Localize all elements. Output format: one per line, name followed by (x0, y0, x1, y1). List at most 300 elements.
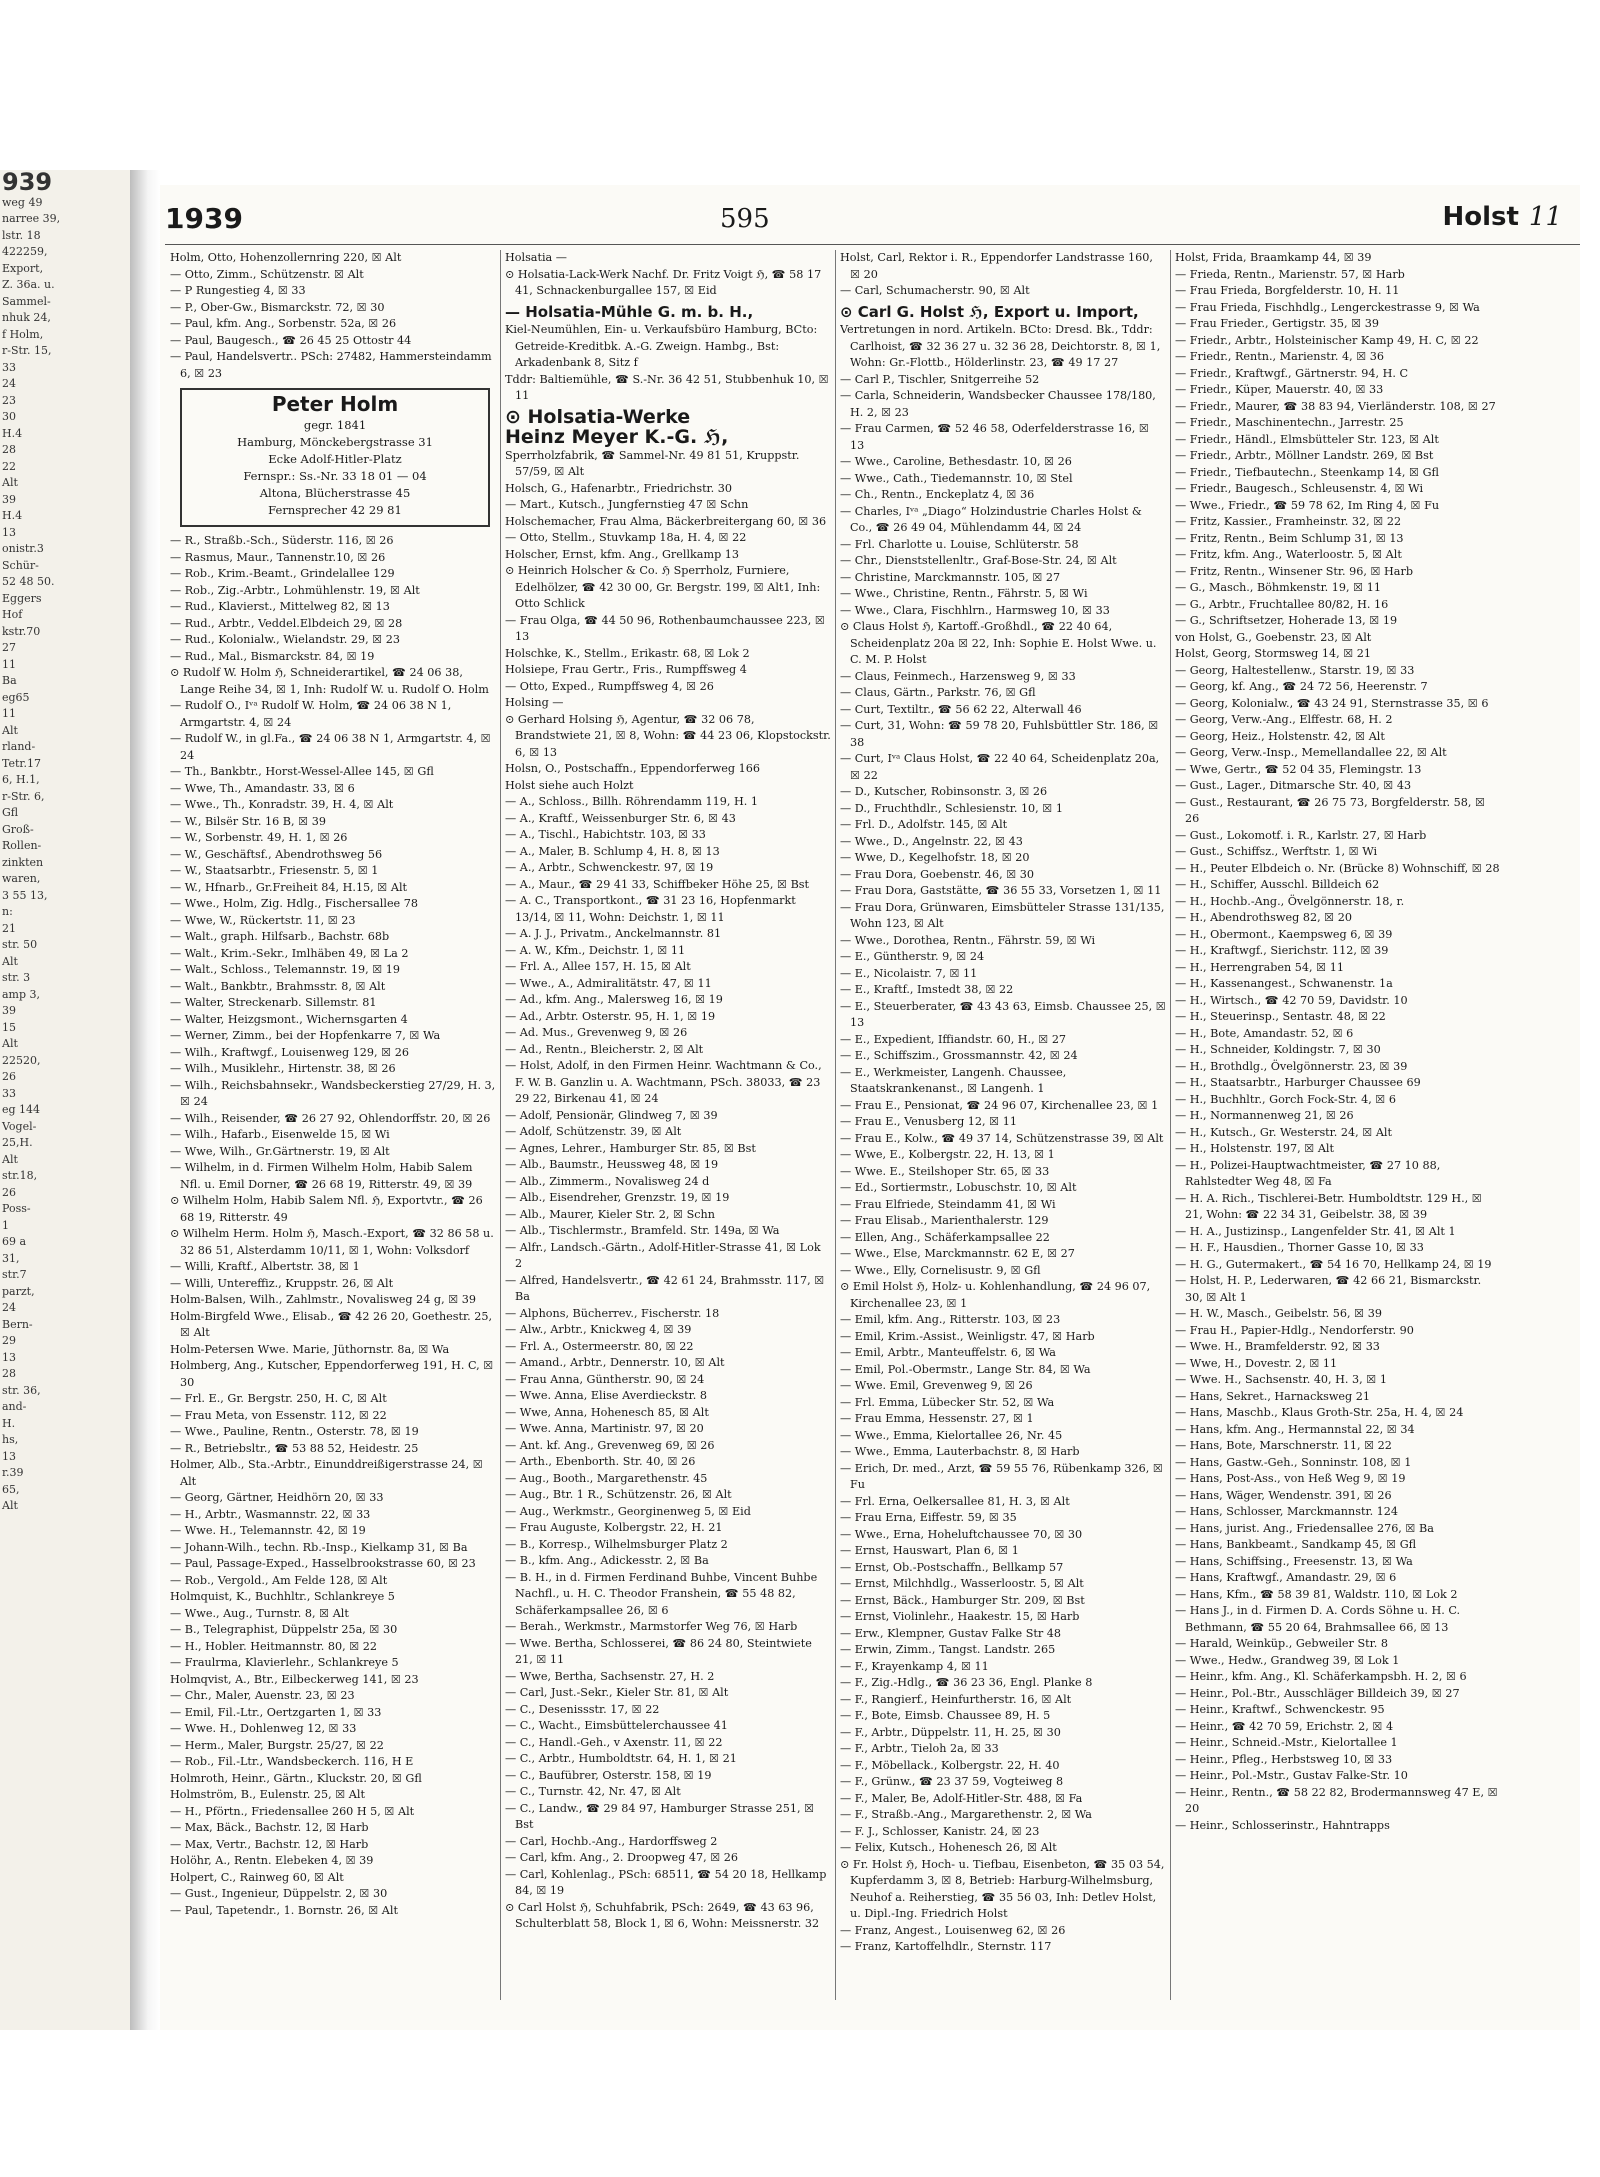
directory-entry: — Wilh., Hafarb., Eisenwelde 15, ☒ Wi (170, 1128, 390, 1141)
edge-text-line: Schür- (2, 558, 39, 572)
directory-entry: — Gust., Lokomotf. i. R., Karlstr. 27, ☒ Harb (1175, 828, 1427, 842)
edge-text-line: 21 (2, 921, 16, 935)
directory-entry: ⊙ Holsatia-Lack-Werk Nachf. Dr. Fritz Voigt ℌ, ☎ 58 17 41, Schnackenburgallee 157, ☒ Eid (505, 267, 822, 297)
column-2-top-entries (505, 250, 831, 300)
ad-lines (186, 417, 484, 519)
directory-entry: — R., Betriebsltr., ☎ 53 88 52, Heidestr. 25 (170, 1441, 419, 1455)
directory-entry: — Johann-Wilh., techn. Rb.-Insp., Kielkamp 31, ☒ Ba (170, 1540, 468, 1554)
directory-entry: — E., Güntherstr. 9, ☒ 24 (840, 950, 985, 963)
directory-entry: — Rasmus, Maur., Tannenstr.10, ☒ 26 (170, 550, 386, 564)
directory-entry: — Friedr., Tiefbautechn., Steenkamp 14, ☒ Gfl (1175, 465, 1440, 479)
directory-entry: — P., Ober-Gw., Bismarckstr. 72, ☒ 30 (170, 300, 385, 314)
edge-text-line: amp 3, (2, 987, 41, 1001)
directory-entry: Holsiepe, Frau Gertr., Fris., Rumpffsweg 4 (505, 663, 747, 676)
edge-text-line: r-Str. 15, (2, 344, 52, 357)
directory-entry: — A., Tischl., Habichtstr. 103, ☒ 33 (505, 828, 706, 841)
directory-entry: Holm-Birgfeld Wwe., Elisab., ☎ 42 26 20, Goethestr. 25, ☒ Alt (170, 1309, 493, 1339)
directory-entry: — Holst, Adolf, in den Firmen Heinr. Wachtmann & Co., F. W. B. Ganzlin u. A. Wachtmann, PSch. 38033, ☎ 23 29 22, Birkenau 41, ☒ 24 (505, 1059, 822, 1105)
directory-entry: — Th., Bankbtr., Horst-Wessel-Allee 145, ☒ Gfl (170, 765, 434, 778)
edge-text-line: 13 (2, 525, 16, 539)
directory-entry: — Wwe. H., Dohlenweg 12, ☒ 33 (170, 1722, 357, 1735)
directory-entry: — W., Staatsarbtr., Friesenstr. 5, ☒ 1 (170, 864, 379, 877)
directory-entry: — Harald, Weinküp., Gebweiler Str. 8 (1175, 1637, 1388, 1650)
directory-entry: — Max, Bäck., Bachstr. 12, ☒ Harb (170, 1821, 369, 1834)
edge-text-line: hs, (2, 1433, 19, 1446)
directory-entry: — Amand., Arbtr., Dennerstr. 10, ☒ Alt (505, 1356, 725, 1369)
directory-entry: — Wwe., Dorothea, Rentn., Fährstr. 59, ☒ Wi (840, 933, 1096, 947)
directory-entry: — Wwe. Anna, Martinistr. 97, ☒ 20 (505, 1422, 704, 1435)
directory-entry: — Rud., Mal., Bismarckstr. 84, ☒ 19 (170, 649, 375, 663)
directory-entry: — B., Telegraphist, Düppelstr 25a, ☒ 30 (170, 1623, 398, 1636)
edge-text-line: H.4 (2, 426, 23, 440)
directory-entry: — Wilh., Musiklehr., Hirtenstr. 38, ☒ 26 (170, 1062, 396, 1075)
edge-text-line: 11 (2, 707, 16, 720)
directory-entry: ⊙ Heinrich Holscher & Co. ℌ Sperrholz, Furniere, Edelhölzer, ☎ 42 30 00, Gr. Bergstr. 199, ☒ Alt1, Inh: Otto Schlick (505, 564, 821, 610)
edge-text-line: Poss- (2, 1202, 31, 1215)
directory-entry: — Wwe., Caroline, Bethesdastr. 10, ☒ 26 (840, 455, 1072, 468)
directory-entry: Holm-Petersen Wwe. Marie, Jüthornstr. 8a, ☒ Wa (170, 1342, 450, 1356)
edge-text-line: 31, (2, 1251, 20, 1265)
edge-text-line: 33 (2, 1086, 16, 1100)
directory-entry: ⊙ Wilhelm Herm. Holm ℌ, Masch.-Export, ☎ 32 86 58 u. 32 86 51, Alsterdamm 10/11, ☒ 1, Wohn: Volksdorf (170, 1227, 494, 1257)
directory-entry: Holmroth, Heinr., Gärtn., Kluckstr. 20, ☒ Gfl (170, 1771, 422, 1785)
directory-entry: — Aug., Werkmstr., Georginenweg 5, ☒ Eid (505, 1504, 751, 1518)
directory-entry: — H., Brothdlg., Övelgönnerstr. 23, ☒ 39 (1175, 1059, 1408, 1073)
directory-entry: — F., Arbtr., Tieloh 2a, ☒ 33 (840, 1742, 999, 1755)
directory-entry: — H. G., Gutermakert., ☎ 54 16 70, Hellkamp 24, ☒ 19 (1175, 1257, 1492, 1271)
directory-entry: — H., Normannenweg 21, ☒ 26 (1175, 1109, 1354, 1122)
edge-text-line: r.39 (2, 1466, 24, 1479)
column-1-top-entries (170, 250, 496, 382)
edge-text-line: 28 (2, 1367, 16, 1380)
directory-entry: — H., Kraftwgf., Sierichstr. 112, ☒ 39 (1175, 944, 1389, 957)
edge-text-line: 422259, (2, 245, 48, 258)
edge-text-line: zinkten (2, 855, 44, 869)
directory-entry: — Fritz, Rentn., Beim Schlump 31, ☒ 13 (1175, 531, 1404, 545)
column-rule (500, 250, 501, 2000)
directory-entry: — E., Steuerberater, ☎ 43 43 63, Eimsb. Chaussee 25, ☒ 13 (840, 999, 1166, 1029)
directory-entry: — Claus, Feinmech., Harzensweg 9, ☒ 33 (840, 669, 1076, 683)
edge-text-line: str.18, (2, 1169, 38, 1182)
directory-entry: — Friedr., Baugesch., Schleusenstr. 4, ☒ Wi (1175, 482, 1424, 495)
directory-entry: — H., Hobler. Heitmannstr. 80, ☒ 22 (170, 1639, 378, 1653)
directory-entry: — Rud., Klavierst., Mittelweg 82, ☒ 13 (170, 600, 390, 613)
directory-entry: — Chr., Maler, Auenstr. 23, ☒ 23 (170, 1689, 355, 1702)
directory-entry: Holöhr, A., Rentn. Elebeken 4, ☒ 39 (170, 1854, 374, 1867)
edge-text-line: kstr.70 (2, 624, 41, 638)
directory-entry: ⊙ Wilhelm Holm, Habib Salem Nfl. ℌ, Exportvtr., ☎ 26 68 19, Ritterstr. 49 (170, 1194, 483, 1224)
edge-text-line: eg 144 (2, 1103, 41, 1116)
directory-entry: — Rudolf W., in gl.Fa., ☎ 24 06 38 N 1, Armgartstr. 4, ☒ 24 (170, 732, 491, 762)
directory-entry: — H., Kutsch., Gr. Westerstr. 24, ☒ Alt (1175, 1125, 1392, 1139)
left-page-text (0, 170, 130, 1515)
ad-line: Fernsprecher 42 29 81 (268, 503, 402, 517)
directory-entry: — H., Bote, Amandastr. 52, ☒ 6 (1175, 1026, 1354, 1040)
directory-entry: — Carl, Hochb.-Ang., Hardorffsweg 2 (505, 1834, 718, 1848)
directory-entry: — Wwe, Gertr., ☎ 52 04 35, Flemingstr. 13 (1175, 762, 1422, 776)
directory-entry: — Otto, Exped., Rumpffsweg 4, ☒ 26 (505, 679, 714, 693)
edge-text-line: f Holm, (2, 327, 44, 341)
edge-text-line: 11 (2, 657, 16, 671)
directory-entry: — Frau Meta, von Essenstr. 112, ☒ 22 (170, 1408, 387, 1422)
directory-entry: — E., Schiffszim., Grossmannstr. 42, ☒ 24 (840, 1049, 1078, 1062)
directory-entry: — Hans, Kfm., ☎ 58 39 81, Waldstr. 110, ☒ Lok 2 (1175, 1587, 1458, 1601)
ad-line: Ecke Adolf-Hitler-Platz (268, 452, 402, 466)
directory-entry: — Wwe. Emil, Grevenweg 9, ☒ 26 (840, 1379, 1033, 1392)
directory-entry: — Emil, Krim.-Assist., Weinligstr. 47, ☒ Harb (840, 1329, 1095, 1343)
firm-detail-line: Tddr: Baltiemühle, ☎ S.-Nr. 36 42 51, Stubbenhuk 10, ☒ 11 (505, 372, 829, 402)
directory-entry: — Rob., Fil.-Ltr., Wandsbeckerch. 116, H E (170, 1755, 414, 1768)
edge-text-line: rland- (2, 740, 36, 753)
directory-entry: Holmquist, K., Buchhltr., Schlankreye 5 (170, 1590, 395, 1603)
directory-entry: — Heinr., Schneid.-Mstr., Kielortallee 1 (1175, 1736, 1398, 1749)
directory-entry: Holschke, K., Stellm., Erikastr. 68, ☒ Lok 2 (505, 646, 750, 660)
directory-entry: — Friedr., Arbtr., Möllner Landstr. 269, ☒ Bst (1175, 449, 1434, 462)
edge-text-line: onistr.3 (2, 542, 44, 555)
firm-holsatia-muehle-details (505, 322, 831, 405)
directory-entry: — H., Herrengraben 54, ☒ 11 (1175, 960, 1344, 974)
left-page-edge (0, 170, 132, 2030)
directory-entry: — Hans, Sekret., Harnacksweg 21 (1175, 1389, 1371, 1403)
directory-entry: — F., Straßb.-Ang., Margarethenstr. 2, ☒ Wa (840, 1808, 1092, 1821)
directory-entry: — Wilh., Kraftwgf., Louisenweg 129, ☒ 26 (170, 1045, 409, 1059)
directory-entry: — Wwe. H., Telemannstr. 42, ☒ 19 (170, 1524, 366, 1537)
edge-text-line: 30 (2, 410, 16, 423)
directory-entry: — Fraulrma, Klavierlehr., Schlankreye 5 (170, 1656, 399, 1669)
directory-entry: — Frl. A., Ostermeerstr. 80, ☒ 22 (505, 1339, 694, 1353)
directory-entry: — Ellen, Ang., Schäferkampsallee 22 (840, 1230, 1050, 1244)
directory-entry: — Alb., Eisendreher, Grenzstr. 19, ☒ 19 (505, 1191, 730, 1204)
edge-text-line: 52 48 50. (2, 575, 55, 588)
directory-entry: — Wilh., Reisender, ☎ 26 27 92, Ohlendorffstr. 20, ☒ 26 (170, 1111, 491, 1125)
directory-entry: Holschemacher, Frau Alma, Bäckerbreitergang 60, ☒ 36 (505, 514, 827, 528)
column-2 (505, 250, 831, 2000)
directory-entry: — W., Geschäftsf., Abendrothsweg 56 (170, 847, 383, 861)
directory-entry: — Wwe. E., Steilshoper Str. 65, ☒ 33 (840, 1164, 1050, 1178)
directory-entry: Holsn, O., Postschaffn., Eppendorferweg 166 (505, 762, 761, 775)
directory-entry: — Friedr., Händl., Elmsbütteler Str. 123, ☒ Alt (1175, 432, 1439, 446)
directory-entry: — Frau Anna, Güntherstr. 90, ☒ 24 (505, 1372, 705, 1386)
edge-text-line: lstr. 18 (2, 228, 41, 242)
directory-entry: — Walt., Bankbtr., Brahmsstr. 8, ☒ Alt (170, 979, 386, 993)
edge-text-line: Alt (2, 1152, 18, 1166)
page-header (165, 200, 1580, 245)
directory-entry: — Walter, Heizgsmont., Wichernsgarten 4 (170, 1012, 408, 1026)
directory-entry: — Franz, Angest., Louisenweg 62, ☒ 26 (840, 1923, 1066, 1937)
directory-entry: — Carl, Schumacherstr. 90, ☒ Alt (840, 284, 1030, 297)
directory-entry: — Frieda, Rentn., Marienstr. 57, ☒ Harb (1175, 267, 1405, 281)
directory-entry: — Rud., Arbtr., Veddel.Elbdeich 29, ☒ 28 (170, 616, 403, 630)
directory-entry: — Gust., Schiffsz., Werftstr. 1, ☒ Wi (1175, 845, 1378, 858)
directory-entry: — Heinr., Pfleg., Herbstsweg 10, ☒ 33 (1175, 1752, 1393, 1766)
directory-entry: Holst, Frida, Braamkamp 44, ☒ 39 (1175, 251, 1372, 264)
directory-entry: — H. A., Justizinsp., Langenfelder Str. 41, ☒ Alt 1 (1175, 1224, 1456, 1238)
directory-entry: — Otto, Stellm., Stuvkamp 18a, H. 4, ☒ 22 (505, 531, 747, 544)
directory-entry: — Wilhelm, in d. Firmen Wilhelm Holm, Habib Salem Nfl. u. Emil Dorner, ☎ 26 68 19, Ritterstr. 49, ☒ 39 (170, 1161, 473, 1191)
directory-entry: — C., Handl.-Geh., v Axenstr. 11, ☒ 22 (505, 1735, 723, 1749)
directory-entry: — Emil, Pol.-Obermstr., Lange Str. 84, ☒ Wa (840, 1362, 1091, 1376)
edge-text-line: and- (2, 1400, 27, 1413)
edge-text-line: 65, (2, 1482, 20, 1496)
edge-text-line: 28 (2, 443, 16, 456)
directory-entry: — Gust., Ingenieur, Düppelstr. 2, ☒ 30 (170, 1887, 388, 1900)
ad-line: Altona, Blücherstrasse 45 (259, 486, 411, 500)
directory-entry: — Wwe., D., Angelnstr. 22, ☒ 43 (840, 834, 1023, 848)
directory-entry: — Herm., Maler, Burgstr. 25/27, ☒ 22 (170, 1738, 384, 1752)
edge-text-line: str. 3 (2, 971, 31, 984)
edge-text-line: Hof (2, 608, 23, 621)
column-3 (840, 250, 1166, 2000)
directory-entry: — Frl. A., Allee 157, H. 15, ☒ Alt (505, 960, 691, 973)
directory-entry: — Frau Carmen, ☎ 52 46 58, Oderfelderstrasse 16, ☒ 13 (840, 422, 1149, 452)
directory-entry: — H., Arbtr., Wasmannstr. 22, ☒ 33 (170, 1507, 371, 1521)
directory-entry: — H., Peuter Elbdeich o. Nr. (Brücke 8) Wohnschiff, ☒ 28 (1175, 861, 1500, 875)
directory-entry: — Erwin, Zimm., Tangst. Landstr. 265 (840, 1643, 1056, 1656)
directory-entry: — Agnes, Lehrer., Hamburger Str. 85, ☒ Bst (505, 1141, 756, 1155)
directory-entry: — Gust., Lager., Ditmarsche Str. 40, ☒ 43 (1175, 779, 1412, 792)
directory-entry: — Ad., Rentn., Bleicherstr. 2, ☒ Alt (505, 1042, 704, 1056)
directory-entry: — Georg, Verw.-Ang., Elffestr. 68, H. 2 (1175, 713, 1393, 726)
directory-entry: — Frau Emma, Hessenstr. 27, ☒ 1 (840, 1412, 1034, 1425)
edge-text-line: 13 (2, 1449, 16, 1463)
directory-entry: — Wwe., Hedw., Grandweg 39, ☒ Lok 1 (1175, 1653, 1400, 1667)
edge-text-line: 69 a (2, 1235, 27, 1248)
directory-entry: — C., Landw., ☎ 29 84 97, Hamburger Strasse 251, ☒ Bst (505, 1801, 815, 1831)
edge-text-line: Eggers (2, 591, 42, 605)
directory-entry: — H. W., Masch., Geibelstr. 56, ☒ 39 (1175, 1307, 1382, 1320)
directory-entry: — H., Staatsarbtr., Harburger Chaussee 69 (1175, 1076, 1421, 1089)
edge-text-line: nhuk 24, (2, 311, 51, 324)
directory-entry: — Wwe., Christine, Rentn., Fährstr. 5, ☒ Wi (840, 587, 1088, 600)
directory-entry: — Frl. Charlotte u. Louise, Schlüterstr. 58 (840, 537, 1079, 551)
directory-entry: — Frau H., Papier-Hdlg., Nendorferstr. 90 (1175, 1323, 1414, 1337)
directory-entry: — H., Holstenstr. 197, ☒ Alt (1175, 1142, 1334, 1155)
directory-entry: — Walt., Krim.-Sekr., Imlhäben 49, ☒ La 2 (170, 946, 409, 960)
directory-entry: — Frau Frieda, Borgfelderstr. 10, H. 11 (1175, 284, 1400, 297)
edge-text-line: str. 36, (2, 1383, 41, 1397)
edge-text-line: 15 (2, 1020, 16, 1034)
directory-entry: — Otto, Zimm., Schützenstr. ☒ Alt (170, 267, 364, 281)
firm-detail-line: Sperrholzfabrik, ☎ Sammel-Nr. 49 81 51, Kruppstr. 57/59, ☒ Alt (505, 448, 800, 478)
directory-entry: — Wwe, Anna, Hohenesch 85, ☒ Alt (505, 1405, 709, 1419)
directory-entry: — Heinr., ☎ 42 70 59, Erichstr. 2, ☒ 4 (1175, 1719, 1394, 1733)
directory-entry: — G., Masch., Böhmkenstr. 19, ☒ 11 (1175, 581, 1381, 594)
edge-text-line: Alt (2, 476, 18, 489)
edge-text-line: Z. 36a. u. (2, 278, 55, 291)
directory-entry: ⊙ Claus Holst ℌ, Kartoff.-Großhdl., ☎ 22 40 64, Scheidenplatz 20a ☒ 22, Inh: Sophie E. Holst Wwe. u. C. M. P. Holst (840, 620, 1157, 666)
edge-text-line: 26 (2, 1070, 16, 1083)
firm-heinz-meyer: Heinz Meyer K.-G. ℌ, (505, 426, 729, 448)
firm-holsatia-werke: ⊙ Holsatia-Werke (505, 405, 691, 428)
directory-entry: — D., Kutscher, Robinsonstr. 3, ☒ 26 (840, 785, 1048, 798)
edge-text-line: 939 (2, 170, 53, 196)
edge-text-line: weg 49 (2, 195, 43, 209)
directory-entry: — Friedr., Küper, Mauerstr. 40, ☒ 33 (1175, 383, 1384, 396)
directory-entry: — Frau Dora, Goebenstr. 46, ☒ 30 (840, 867, 1035, 881)
edge-text-line: Groß- (2, 822, 34, 836)
directory-entry: — E., Expedient, Iffiandstr. 60, H., ☒ 27 (840, 1032, 1067, 1046)
directory-entry: — Erich, Dr. med., Arzt, ☎ 59 55 76, Rübenkamp 326, ☒ Fu (840, 1461, 1163, 1491)
directory-entry: — Hans, Gastw.-Geh., Sonninstr. 108, ☒ 1 (1175, 1455, 1412, 1469)
directory-entry: Holpert, C., Rainweg 60, ☒ Alt (170, 1870, 344, 1884)
directory-entry: — Frau Dora, Gaststätte, ☎ 36 55 33, Vorsetzen 1, ☒ 11 (840, 884, 1162, 897)
directory-entry: — Hans J., in d. Firmen D. A. Cords Söhne u. H. C. Bethmann, ☎ 55 20 64, Brahmsallee 66, ☒ 13 (1175, 1604, 1461, 1634)
directory-entry: — W., Bilsër Str. 16 B, ☒ 39 (170, 814, 326, 828)
directory-entry: — Ad. Mus., Grevenweg 9, ☒ 26 (505, 1026, 688, 1039)
directory-entry: — Frau E., Venusberg 12, ☒ 11 (840, 1115, 1017, 1128)
directory-entry: — Franz, Kartoffelhdlr., Sternstr. 117 (840, 1940, 1052, 1953)
directory-entry: — Wwe, E., Kolbergstr. 22, H. 13, ☒ 1 (840, 1148, 1055, 1161)
directory-entry: — Werner, Zimm., bei der Hopfenkarre 7, ☒ Wa (170, 1029, 441, 1042)
edge-text-line: parzt, (2, 1284, 35, 1298)
directory-entry: — Charles, Iᵛᵃ „Diago“ Holzindustrie Charles Holst & Co., ☎ 26 49 04, Mühlendamm 44, ☒ 24 (840, 504, 1142, 534)
directory-entry: — Georg, kf. Ang., ☎ 24 72 56, Heerenstr. 7 (1175, 680, 1428, 693)
edge-text-line: r-Str. 6, (2, 789, 45, 803)
directory-entry: — Frl. D., Adolfstr. 145, ☒ Alt (840, 818, 1008, 831)
directory-entry: — Paul, Passage-Exped., Hasselbrookstrasse 60, ☒ 23 (170, 1557, 476, 1570)
directory-entry: — Heinr., Rentn., ☎ 58 22 82, Brodermannsweg 47 E, ☒ 20 (1175, 1785, 1498, 1815)
directory-entry: — Wwe, Bertha, Sachsenstr. 27, H. 2 (505, 1669, 715, 1683)
directory-entry: — Wwe. H., Bramfelderstr. 92, ☒ 33 (1175, 1340, 1380, 1353)
directory-entry: — Heinr., Kraftwf., Schwenckestr. 95 (1175, 1703, 1385, 1716)
directory-entry: — Ad., Arbtr. Osterstr. 95, H. 1, ☒ 19 (505, 1009, 716, 1023)
directory-entry: — H., Schiffer, Ausschl. Billdeich 62 (1175, 878, 1380, 891)
directory-entry: — Aug., Booth., Margarethenstr. 45 (505, 1471, 708, 1485)
directory-entry: — Friedr., Kraftwgf., Gärtnerstr. 94, H. C (1175, 366, 1409, 380)
ad-firm-name: Peter Holm (271, 392, 399, 416)
directory-entry: — Frau Frieda, Fischhdlg., Lengerckestrasse 9, ☒ Wa (1175, 300, 1480, 314)
directory-entry: — Alb., Zimmerm., Novalisweg 24 d (505, 1174, 710, 1188)
directory-entry: — Hans, Maschb., Klaus Groth-Str. 25a, H. 4, ☒ 24 (1175, 1406, 1464, 1419)
directory-entry: ⊙ Fr. Holst ℌ, Hoch- u. Tiefbau, Eisenbeton, ☎ 35 03 54, Kupferdamm 3, ☒ 8, Betrieb: Harburg-Wilhelmsburg, Neuhof a. Reiherstieg, ☎ 35 56 03, Inh: Detlev Holst, u. Dipl.-Ing. Friedrich Holst (840, 1857, 1165, 1920)
directory-entry: — Hans, kfm. Ang., Hermannstal 22, ☒ 34 (1175, 1422, 1415, 1436)
edge-text-line: Rollen- (2, 839, 42, 852)
directory-entry: — Wwe., Else, Marckmannstr. 62 E, ☒ 27 (840, 1247, 1075, 1260)
directory-entry: — Georg, Verw.-Insp., Memellandallee 22, ☒ Alt (1175, 746, 1447, 759)
directory-entry: — Rob., Krim.-Beamt., Grindelallee 129 (170, 567, 395, 580)
directory-entry: — Carla, Schneiderin, Wandsbecker Chaussee 178/180, H. 2, ☒ 23 (840, 389, 1156, 419)
directory-entry: — Ernst, Violinlehr., Haakestr. 15, ☒ Harb (840, 1610, 1080, 1623)
directory-entry: — Wwe., Aug., Turnstr. 8, ☒ Alt (170, 1606, 349, 1620)
edge-text-line: eg65 (2, 690, 30, 704)
column-2-entries (505, 481, 831, 1933)
directory-entry: — Walt., Schloss., Telemannstr. 19, ☒ 19 (170, 963, 401, 976)
directory-entry: — Carl P., Tischler, Snitgerreihe 52 (840, 372, 1040, 386)
directory-entry: — Adolf, Pensionär, Glindweg 7, ☒ 39 (505, 1108, 718, 1122)
edge-text-line: Sammel- (2, 294, 51, 308)
edge-text-line: Alt (2, 954, 18, 968)
directory-entry: — Max, Vertr., Bachstr. 12, ☒ Harb (170, 1837, 369, 1851)
directory-entry: — E., Werkmeister, Langenh. Chaussee, Staatskrankenanst., ☒ Langenh. 1 (840, 1065, 1067, 1095)
directory-entry: — F., Zig.-Hdlg., ☎ 36 23 36, Engl. Planke 8 (840, 1676, 1093, 1689)
directory-entry: — Paul, Handelsvertr.. PSch: 27482, Hammersteindamm 6, ☒ 23 (170, 350, 492, 380)
directory-entry: — Holst, H. P., Lederwaren, ☎ 42 66 21, Bismarckstr. 30, ☒ Alt 1 (1175, 1274, 1482, 1304)
directory-entry: — H., Buchhltr., Gorch Fock-Str. 4, ☒ 6 (1175, 1092, 1397, 1106)
directory-entry: Holmqvist, A., Btr., Eilbeckerweg 141, ☒ 23 (170, 1672, 419, 1686)
edge-text-line: H. (2, 1416, 16, 1430)
directory-entry: — Friedr., Maurer, ☎ 38 83 94, Vierländerstr. 108, ☒ 27 (1175, 399, 1496, 413)
directory-entry: — Frau Dora, Grünwaren, Eimsbütteler Strasse 131/135, Wohn 123, ☒ Alt (840, 900, 1165, 930)
directory-entry: — Willi, Untereffiz., Kruppstr. 26, ☒ Alt (170, 1276, 394, 1290)
directory-entry: — Wwe, Wilh., Gr.Gärtnerstr. 19, ☒ Alt (170, 1144, 390, 1158)
peter-holm-advertisement (180, 388, 490, 527)
page-number: 595 (720, 204, 770, 234)
directory-entry: — Ernst, Milchhdlg., Wasserloostr. 5, ☒ Alt (840, 1577, 1084, 1590)
directory-entry: — F., Arbtr., Düppelstr. 11, H. 25, ☒ 30 (840, 1725, 1061, 1739)
directory-entry: — Paul, Tapetendr., 1. Bornstr. 26, ☒ Alt (170, 1903, 398, 1917)
directory-entry: — Hans, Schlosser, Marckmannstr. 124 (1175, 1505, 1399, 1518)
directory-entry: — Curt, Textiltr., ☎ 56 62 22, Alterwall 46 (840, 702, 1082, 716)
directory-entry: — Fritz, kfm. Ang., Waterloostr. 5, ☒ Alt (1175, 548, 1402, 561)
directory-entry: Vertretungen in nord. Artikeln. BCto: Dresd. Bk., Tddr: Carlhoist, ☎ 32 36 27 u. 32 36 28, Deichtorstr. 8, ☒ 1, Wohn: Gr.-Flottb., Hölderlinstr. 23, ☎ 49 17 27 (840, 323, 1161, 369)
directory-entry: — Frau Elisab., Marienthalerstr. 129 (840, 1214, 1049, 1227)
header-title-name: Holst (1442, 202, 1519, 232)
edge-text-line: 22 (2, 459, 16, 473)
directory-entry: — F., Grünw., ☎ 23 37 59, Vogteiweg 8 (840, 1775, 1064, 1788)
edge-text-line: Export, (2, 261, 44, 275)
directory-entry: — C., Wacht., Eimsbüttelerchaussee 41 (505, 1719, 728, 1732)
edge-text-line: waren, (2, 872, 41, 885)
directory-entry: — E., Kraftf., Imstedt 38, ☒ 22 (840, 983, 1014, 996)
directory-entry: — W., Hfnarb., Gr.Freiheit 84, H.15, ☒ Alt (170, 880, 408, 894)
directory-entry: — Ch., Rentn., Enckeplatz 4, ☒ 36 (840, 488, 1035, 501)
directory-entry: — H. A. Rich., Tischlerei-Betr. Humboldtstr. 129 H., ☒ 21, Wohn: ☎ 22 34 31, Geibelstr. 38, ☒ 39 (1175, 1191, 1482, 1221)
directory-entry: — Frau Auguste, Kolbergstr. 22, H. 21 (505, 1521, 723, 1534)
directory-entry: — Frau Olga, ☎ 44 50 96, Rothenbaumchaussee 223, ☒ 13 (505, 613, 825, 643)
edge-text-line: 1 (2, 1218, 9, 1232)
directory-entry: — Wwe., Erna, Hoheluftchaussee 70, ☒ 30 (840, 1527, 1083, 1541)
directory-entry: — H., Schneider, Koldingstr. 7, ☒ 30 (1175, 1043, 1381, 1056)
directory-entry: — Wwe. Bertha, Schlosserei, ☎ 86 24 80, Steintwiete 21, ☒ 11 (505, 1636, 812, 1666)
edge-text-line: Alt (2, 1499, 18, 1512)
column-1-entries (170, 533, 496, 1919)
directory-entry: — Heinr., kfm. Ang., Kl. Schäferkampsbh. H. 2, ☒ 6 (1175, 1670, 1467, 1683)
directory-entry: — H., Steuerinsp., Sentastr. 48, ☒ 22 (1175, 1010, 1386, 1023)
directory-entry: — C., Desenissstr. 17, ☒ 22 (505, 1702, 660, 1716)
directory-entry: — Rudolf O., Iᵛᵃ Rudolf W. Holm, ☎ 24 06 38 N 1, Armgartstr. 4, ☒ 24 (170, 699, 452, 729)
directory-entry: — Heinr., Pol.-Btr., Ausschläger Billdeich 39, ☒ 27 (1175, 1686, 1460, 1700)
directory-entry: — Frl. E., Gr. Bergstr. 250, H. C, ☒ Alt (170, 1392, 387, 1405)
directory-entry: — Georg, Haltestellenw., Starstr. 19, ☒ 33 (1175, 663, 1415, 677)
edge-text-line: 25,H. (2, 1136, 33, 1149)
directory-entry: — F. J., Schlosser, Kanistr. 24, ☒ 23 (840, 1824, 1040, 1838)
directory-entry: — Curt, Iᵛᵃ Claus Holst, ☎ 22 40 64, Scheidenplatz 20a, ☒ 22 (840, 752, 1160, 782)
directory-entry: — B. H., in d. Firmen Ferdinand Buhbe, Vincent Buhbe Nachfl., u. H. C. Theodor Franshein, ☎ 55 48 82, Schäferkampsallee 26, ☒ 6 (505, 1570, 818, 1617)
directory-entry: — Alb., Tischlermstr., Bramfeld. Str. 149a, ☒ Wa (505, 1224, 780, 1237)
directory-entry: — Arth., Ebenborth. Str. 40, ☒ 26 (505, 1455, 696, 1468)
directory-entry: — Frau E., Kolw., ☎ 49 37 14, Schützenstrasse 39, ☒ Alt (840, 1131, 1164, 1145)
edge-text-line: 3 55 13, (2, 888, 48, 902)
directory-entry: — Wwe. H., Sachsenstr. 40, H. 3, ☒ 1 (1175, 1373, 1387, 1386)
directory-entry: — Adolf, Schützenstr. 39, ☒ Alt (505, 1125, 682, 1138)
directory-entry: — F., Krayenkamp 4, ☒ 11 (840, 1659, 989, 1673)
directory-entry: — Curt, 31, Wohn: ☎ 59 78 20, Fuhlsbüttler Str. 186, ☒ 38 (840, 719, 1159, 749)
directory-entry: — H., Polizei-Hauptwachtmeister, ☎ 27 10 88, Rahlstedter Weg 48, ☒ Fa (1175, 1158, 1441, 1188)
directory-entry: — H., Pförtn., Friedensallee 260 H 5, ☒ Alt (170, 1804, 415, 1818)
directory-entry: — A., Schloss., Billh. Röhrendamm 119, H. 1 (505, 795, 758, 808)
column-4-entries (1175, 250, 1501, 1834)
directory-entry: — Friedr., Maschinentechn., Jarrestr. 25 (1175, 416, 1404, 429)
directory-entry: — Wwe., Holm, Zig. Hdlg., Fischersallee 78 (170, 897, 418, 910)
directory-entry: — Hans, Wäger, Wendenstr. 391, ☒ 26 (1175, 1488, 1392, 1502)
directory-entry: — Frl. Emma, Lübecker Str. 52, ☒ Wa (840, 1395, 1055, 1409)
directory-entry: von Holst, G., Goebenstr. 23, ☒ Alt (1175, 630, 1372, 644)
column-1 (170, 250, 496, 2000)
directory-entry: Holst, Carl, Rektor i. R., Eppendorfer Landstrasse 160, ☒ 20 (840, 251, 1153, 281)
header-title (1442, 202, 1562, 232)
directory-entry: — B., kfm. Ang., Adickesstr. 2, ☒ Ba (505, 1554, 709, 1567)
directory-entry: — Ad., kfm. Ang., Malersweg 16, ☒ 19 (505, 993, 723, 1006)
